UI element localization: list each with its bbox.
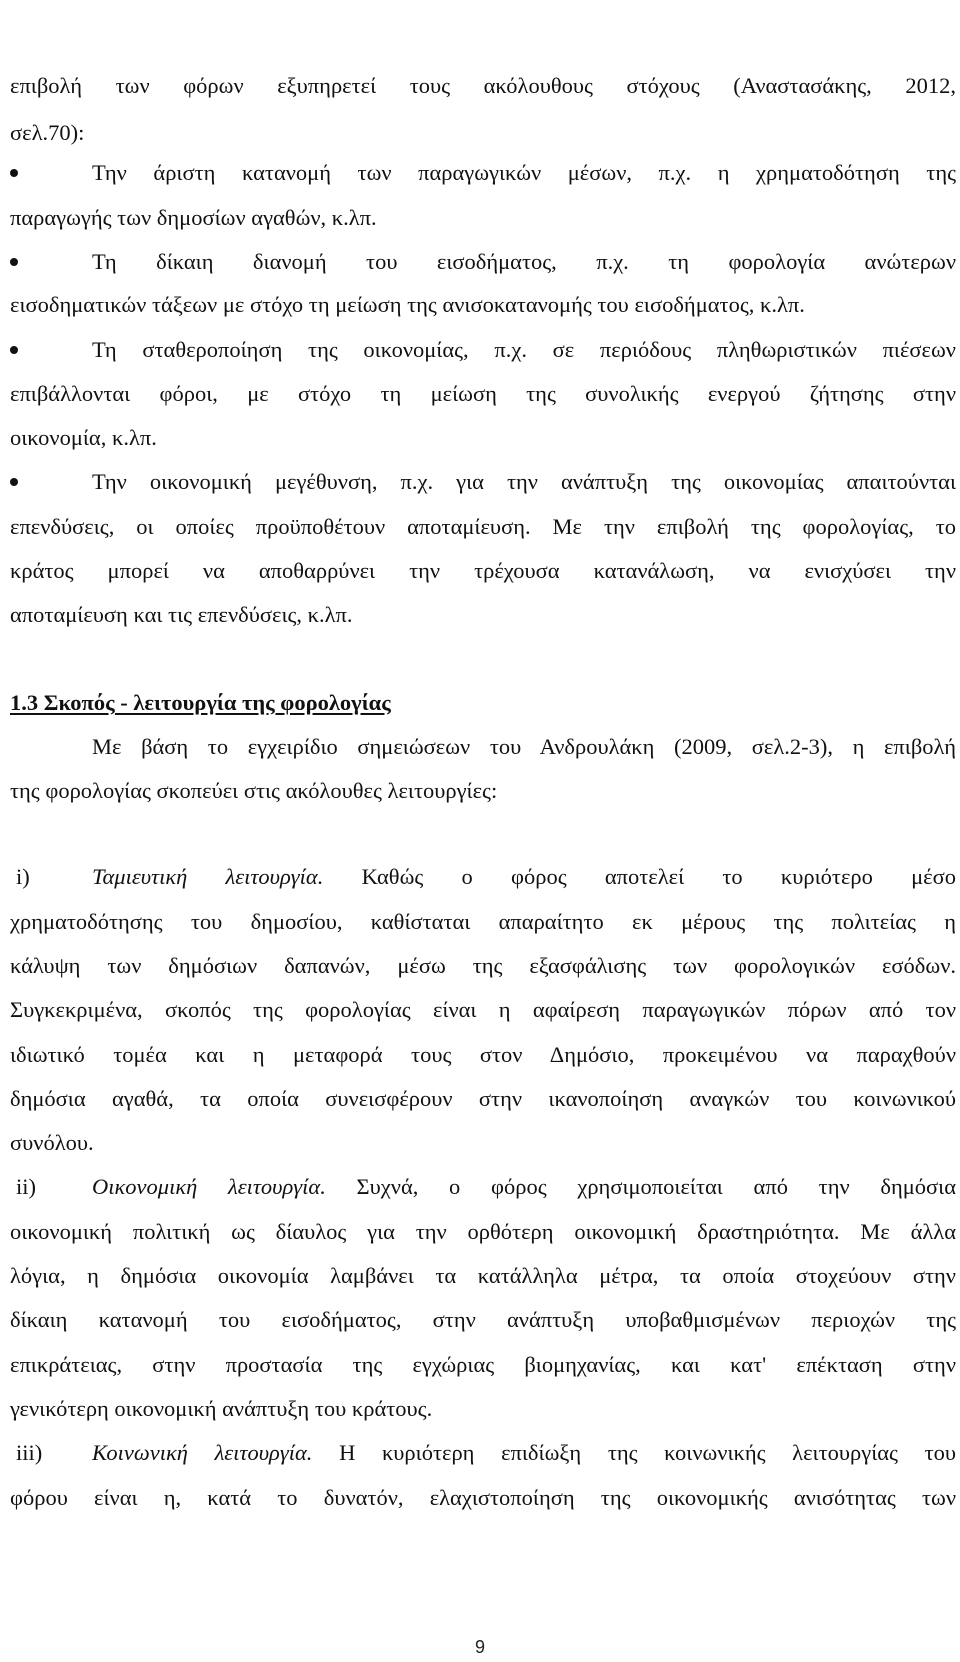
bullet-icon (10, 169, 18, 177)
paragraph-line: επικράτειας, στην προστασία της εγχώριας βιομηχανίας, και κατ' επέκταση στην (10, 1352, 956, 1377)
bullet-line: Τη δίκαιη διανομή του εισοδήματος, π.χ. τη φορολογία ανώτερων (92, 249, 956, 274)
paragraph-line: παραγωγής των δημοσίων αγαθών, κ.λπ. (10, 205, 377, 230)
function-first-line (92, 1172, 956, 1202)
function-title: Οικονομική λειτουργία. (92, 1174, 326, 1199)
paragraph-line: γενικότερη οικονομική ανάπτυξη του κράτους. (10, 1396, 433, 1421)
paragraph-line: αποταμίευση και τις επενδύσεις, κ.λπ. (10, 602, 353, 627)
paragraph-line: επιβολή των φόρων εξυπηρετεί τους ακόλουθους στόχους (Αναστασάκης, 2012, (10, 73, 956, 98)
paragraph-line: επενδύσεις, οι οποίες προϋποθέτουν αποταμίευση. Με την επιβολή της φορολογίας, το (10, 514, 956, 539)
function-first-line (92, 1438, 956, 1468)
paragraph-line: εισοδηματικών τάξεων με στόχο τη μείωση της ανισοκατανομής του εισοδήματος, κ.λπ. (10, 292, 805, 317)
bullet-icon (10, 478, 18, 486)
function-title: Κοινωνική λειτουργία. (92, 1440, 313, 1465)
function-first-line (92, 862, 956, 892)
function-text: Συχνά, ο φόρος χρησιμοποιείται από την δημόσια (356, 1174, 956, 1199)
paragraph-line: οικονομική πολιτική ως δίαυλος για την ορθότερη οικονομική δραστηριότητα. Με άλλα (10, 1219, 956, 1244)
bullet-line: Τη σταθεροποίηση της οικονομίας, π.χ. σε περιόδους πληθωριστικών πιέσεων (92, 337, 956, 362)
paragraph-line: Συγκεκριμένα, σκοπός της φορολογίας είναι η αφαίρεση παραγωγικών πόρων από τον (10, 997, 956, 1022)
function-title: Ταμιευτική λειτουργία. (92, 864, 324, 889)
list-numeral: i) (16, 864, 30, 889)
paragraph-line: κάλυψη των δημόσιων δαπανών, μέσω της εξασφάλισης των φορολογικών εσόδων. (10, 953, 956, 978)
paragraph-line: συνόλου. (10, 1130, 94, 1155)
page-number: 9 (474, 1637, 485, 1657)
section-heading: 1.3 Σκοπός - λειτουργία της φορολογίας (10, 690, 391, 715)
paragraph-line: λόγια, η δημόσια οικονομία λαμβάνει τα κατάλληλα μέτρα, τα οποία στοχεύουν στην (10, 1263, 956, 1288)
paragraph-line: δημόσια αγαθά, τα οποία συνεισφέρουν στην ικανοποίηση αναγκών του κοινωνικού (10, 1086, 956, 1111)
paragraph-line: επιβάλλονται φόροι, με στόχο τη μείωση της συνολικής ενεργού ζήτησης στην (10, 381, 956, 406)
list-numeral: ii) (16, 1174, 36, 1199)
paragraph-line: ιδιωτικό τομέα και η μεταφορά τους στον Δημόσιο, προκειμένου να παραχθούν (10, 1042, 956, 1067)
paragraph-line: δίκαιη κατανομή του εισοδήματος, στην ανάπτυξη υποβαθμισμένων περιοχών της (10, 1307, 956, 1332)
paragraph-line: σελ.70): (10, 120, 85, 145)
paragraph-line: οικονομία, κ.λπ. (10, 425, 157, 450)
function-text: Καθώς ο φόρος αποτελεί το κυριότερο μέσο (361, 864, 956, 889)
bullet-line: Την οικονομική μεγέθυνση, π.χ. για την ανάπτυξη της οικονομίας απαιτούνται (92, 469, 956, 494)
function-text: Η κυριότερη επιδίωξη της κοινωνικής λειτουργίας του (339, 1440, 957, 1465)
paragraph-line: κράτος μπορεί να αποθαρρύνει την τρέχουσα κατανάλωση, να ενισχύσει την (10, 558, 956, 583)
bullet-icon (10, 258, 18, 266)
bullet-line: Την άριστη κατανομή των παραγωγικών μέσων, π.χ. η χρηματοδότηση της (92, 160, 956, 185)
paragraph-line: χρηματοδότησης του δημοσίου, καθίσταται απαραίτητο εκ μέρους της πολιτείας η (10, 909, 956, 934)
bullet-icon (10, 346, 18, 354)
paragraph-line: Με βάση το εγχειρίδιο σημειώσεων του Ανδρουλάκη (2009, σελ.2-3), η επιβολή (92, 734, 956, 759)
list-numeral: iii) (16, 1440, 43, 1465)
paragraph-line: φόρου είναι η, κατά το δυνατόν, ελαχιστοποίηση της οικονομικής ανισότητας των (10, 1485, 956, 1510)
paragraph-line: της φορολογίας σκοπεύει στις ακόλουθες λειτουργίες: (10, 778, 498, 803)
